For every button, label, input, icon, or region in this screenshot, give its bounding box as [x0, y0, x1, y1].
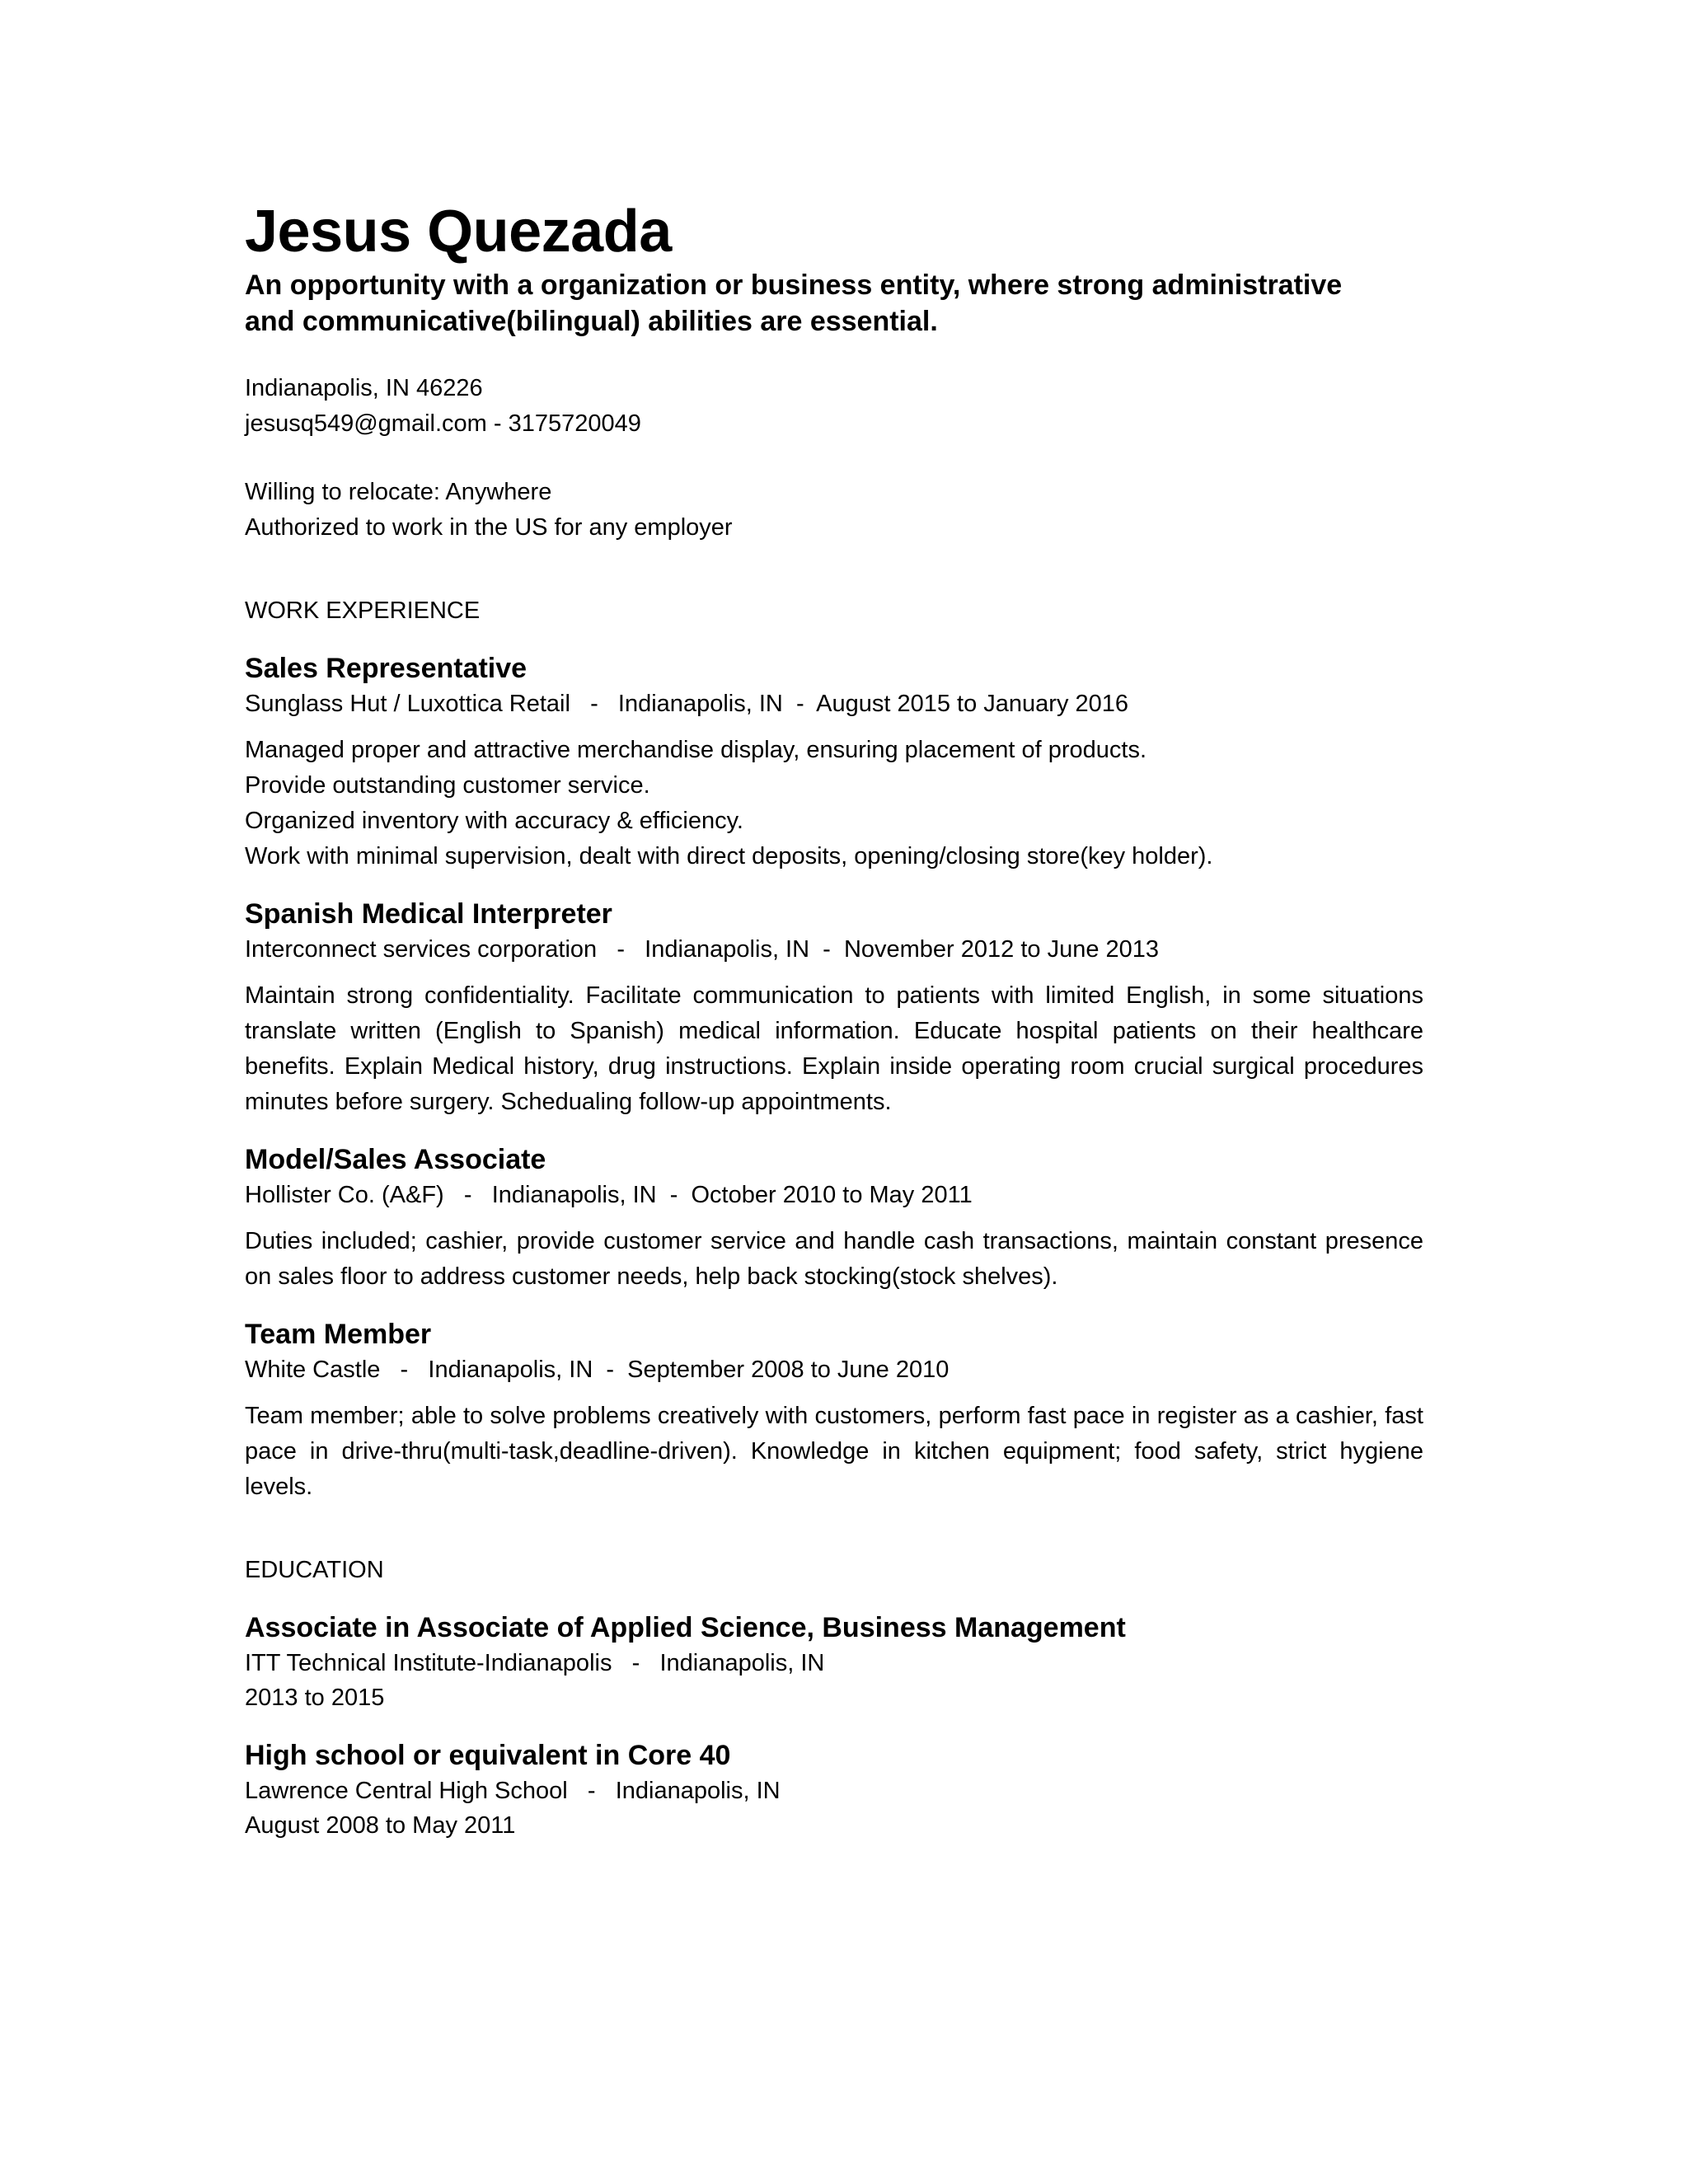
job-entry — [245, 650, 1423, 874]
location: Indianapolis, IN 46226 — [245, 375, 483, 401]
objective-statement: An opportunity with a organization or business entity, where strong administrative and communicative(bilingual) abilities are essential. — [245, 269, 1343, 337]
job-paragraph: Team member; able to solve problems creatively with customers, perform fast pace in register as a cashier, fast pace in drive-thru(multi-task,deadline-driven). Knowledge in kitchen equipment; food safety, strict hygiene levels. — [245, 1403, 1423, 1500]
email-phone: jesusq549@gmail.com - 3175720049 — [245, 410, 641, 437]
job-description — [245, 1224, 1423, 1295]
job-meta: White Castle - Indianapolis, IN - September 2008 to June 2010 — [245, 1357, 950, 1383]
relocation-preference: Willing to relocate: Anywhere — [245, 479, 552, 505]
degree-title: Associate in Associate of Applied Science, Business Management — [245, 1612, 1126, 1643]
education-entry — [245, 1737, 1423, 1844]
degree-title: High school or equivalent in Core 40 — [245, 1740, 731, 1771]
job-meta: Sunglass Hut / Luxottica Retail - Indianapolis, IN - August 2015 to January 2016 — [245, 691, 1129, 717]
job-title: Model/Sales Associate — [245, 1144, 546, 1175]
job-paragraph: Maintain strong confidentiality. Facilitate communication to patients with limited English, in some situations translate written (English to Spanish) medical information. Educate hospital patients on their healthcare benefits. Explain Medical history, drug instructions. Explain inside operating room crucial surgical procedures minutes before surgery. Schedualing follow-up appointments. — [245, 982, 1423, 1115]
job-duty: Provide outstanding customer service. — [245, 772, 650, 799]
education-dates: August 2008 to May 2011 — [245, 1812, 516, 1839]
job-title: Sales Representative — [245, 653, 528, 684]
education-section — [245, 1553, 1423, 1844]
job-meta: Hollister Co. (A&F) - Indianapolis, IN - October 2010 to May 2011 — [245, 1182, 973, 1208]
education-entry — [245, 1610, 1423, 1716]
work-preferences — [245, 475, 1423, 546]
job-entry — [245, 1141, 1423, 1295]
section-title-education: EDUCATION — [245, 1557, 384, 1583]
job-meta: Interconnect services corporation - Indianapolis, IN - November 2012 to June 2013 — [245, 936, 1160, 963]
education-dates: 2013 to 2015 — [245, 1685, 385, 1711]
work-experience-section — [245, 593, 1423, 1505]
job-paragraph: Duties included; cashier, provide customer service and handle cash transactions, maintain constant presence on sales floor to address customer needs, help back stocking(stock shelves). — [245, 1228, 1423, 1290]
job-duty: Work with minimal supervision, dealt with direct deposits, opening/closing store(key holder). — [245, 843, 1213, 869]
job-description — [245, 1399, 1423, 1505]
job-description — [245, 978, 1423, 1120]
job-entry — [245, 896, 1423, 1120]
section-title-work-experience: WORK EXPERIENCE — [245, 598, 481, 624]
job-entry — [245, 1316, 1423, 1505]
contact-block — [245, 371, 1423, 442]
job-title: Team Member — [245, 1319, 432, 1350]
job-title: Spanish Medical Interpreter — [245, 898, 612, 930]
job-duty: Managed proper and attractive merchandise display, ensuring placement of products. — [245, 737, 1147, 763]
school-name: ITT Technical Institute-Indianapolis - Indianapolis, IN — [245, 1650, 825, 1676]
job-duty: Organized inventory with accuracy & efficiency. — [245, 808, 743, 834]
work-authorization: Authorized to work in the US for any employer — [245, 514, 733, 541]
candidate-name: Jesus Quezada — [245, 199, 672, 265]
resume-page — [245, 196, 1423, 1844]
job-description — [245, 733, 1423, 874]
school-name: Lawrence Central High School - Indianapolis, IN — [245, 1778, 781, 1804]
